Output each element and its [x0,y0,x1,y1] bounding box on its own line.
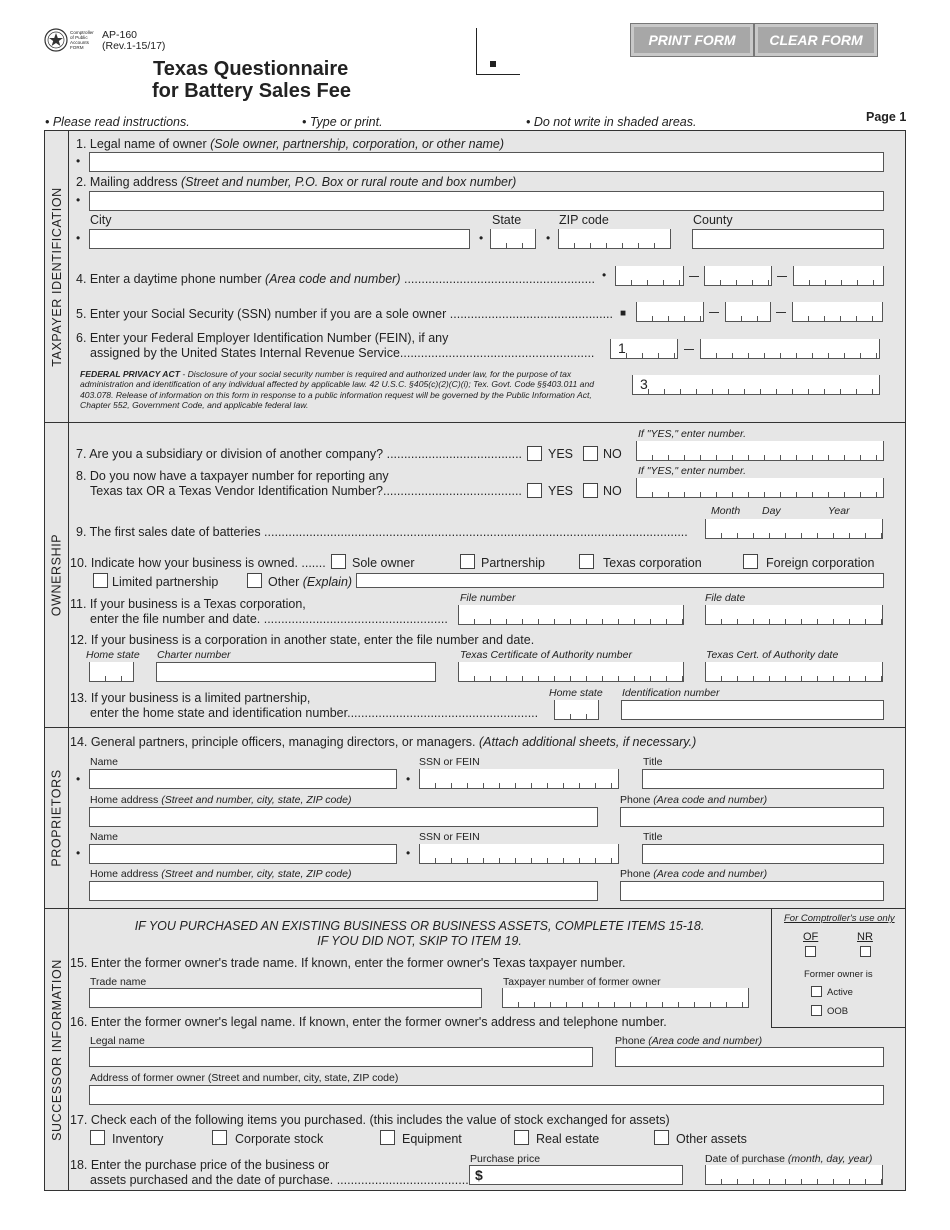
ssn-part2-input[interactable] [725,302,771,322]
proprietor2-name-label: Name [90,831,119,843]
ownership-section-label: OWNERSHIP [49,533,64,617]
q9-label: 9. The first sales date of batteries .......................................................................................................................... [76,525,688,539]
proprietor1-ssn-input[interactable] [419,769,619,789]
lp-id-label: Identification number [622,687,720,699]
privacy-id-input[interactable] [632,375,880,395]
ssn-dash-2 [776,312,786,313]
other-assets-label: Other assets [676,1132,747,1146]
texas-file-date-input[interactable] [705,605,883,625]
charter-number-input[interactable] [156,662,436,682]
former-phone-input[interactable] [615,1047,884,1067]
proprietor2-name-bullet: • [76,846,81,860]
q11-line2: enter the file number and date. ..................................................... [90,612,448,626]
q8-yes-checkbox[interactable] [527,483,542,498]
proprietor1-phone-input[interactable] [620,807,884,827]
lp-id-input[interactable] [621,700,884,720]
home-state-label: Home state [86,649,140,661]
file-number-label: File number [460,592,516,604]
phone-dash-2 [777,276,787,277]
q16-label: 16. Enter the former owner's legal name. If known, enter the former owner's address and telephone number. [70,1015,667,1029]
date-month-label: Month [711,505,741,517]
header-bracket-vertical [476,28,477,75]
sole-owner-checkbox[interactable] [331,554,346,569]
cert-authority-label: Texas Certificate of Authority number [460,649,632,661]
instruction-shaded: • Do not write in shaded areas. [526,115,697,129]
q17-label: 17. Check each of the following items you purchased. (this includes the value of stock exchanged for assets) [70,1113,670,1127]
partnership-checkbox[interactable] [460,554,475,569]
first-sales-date-input[interactable] [705,519,883,539]
q8-line2: Texas tax OR a Texas Vendor Identification Number?........................................ [90,484,522,498]
limited-partnership-checkbox[interactable] [93,573,108,588]
privacy-notice: FEDERAL PRIVACY ACT - Disclosure of your social security number is required and authorized under law, for the purpose of tax administration and identification of any individual affected by applicable law. 42 U.S.C. §405(c)(2)(C)(i); Tex. Govt. Code §§403.011 and 403.078. Release of information on this form in response to a public information request will be governed by the Public Information Act, Chapter 552, Government Code, and applicable federal law. [80,369,594,410]
lp-home-state-input[interactable] [554,700,599,720]
form-revision: (Rev.1-15/17) [102,40,166,52]
q8-number-input[interactable] [636,478,884,498]
form-title-line1: Texas Questionnaire [153,58,349,80]
q14-label: 14. General partners, principle officers, managing directors, or managers. (Attach additional sheets, if necessary.) [70,735,697,749]
instruction-read: • Please read instructions. [45,115,190,129]
q4-label: 4. Enter a daytime phone number (Area code and number) ....................................................... [76,272,595,286]
proprietor1-name-input[interactable] [89,769,397,789]
equipment-label: Equipment [402,1132,462,1146]
proprietor1-phone-label: Phone (Area code and number) [620,794,768,806]
proprietor2-title-input[interactable] [642,844,884,864]
zip-input[interactable] [558,229,671,249]
q7-label: 7. Are you a subsidiary or division of another company? ....................................... [76,447,523,461]
partnership-label: Partnership [481,556,545,570]
phone-bullet: • [602,268,607,282]
comptroller-use-label: For Comptroller's use only [784,913,895,924]
former-phone-label: Phone (Area code and number) [615,1035,763,1047]
proprietor2-address-input[interactable] [89,881,598,901]
cert-date-input[interactable] [705,662,883,682]
state-bullet: • [479,231,484,245]
ssn-dash-1 [709,312,719,313]
former-oob-checkbox[interactable] [811,1005,822,1016]
county-label: County [693,213,733,227]
proprietor1-name-label: Name [90,756,119,768]
q8-yes-label: YES [548,484,574,498]
q7-number-input[interactable] [636,441,884,461]
fein-prefix: 1 [618,340,626,356]
of-checkbox[interactable] [805,946,816,957]
former-owner-label: Former owner is [804,969,873,980]
q2-label: 2. Mailing address (Street and number, P.O. Box or rural route and box number) [76,175,517,189]
proprietor2-ssn-bullet: • [406,846,411,860]
former-taxpayer-label: Taxpayer number of former owner [503,976,661,988]
texas-corporation-checkbox[interactable] [579,554,594,569]
real-estate-label: Real estate [536,1132,600,1146]
foreign-corporation-checkbox[interactable] [743,554,758,569]
fein-part2-input[interactable] [700,339,880,359]
nr-checkbox[interactable] [860,946,871,957]
sole-owner-label: Sole owner [352,556,415,570]
nr-label: NR [857,931,873,943]
proprietor2-phone-label: Phone (Area code and number) [620,868,768,880]
taxpayer-section-label: TAXPAYER IDENTIFICATION [49,186,64,367]
city-bullet: • [76,231,81,245]
former-address-input[interactable] [89,1085,884,1105]
trade-name-label: Trade name [90,976,147,988]
proprietor1-ssn-bullet: • [406,772,411,786]
zip-bullet: • [546,231,551,245]
inventory-label: Inventory [112,1132,164,1146]
proprietor2-title-label: Title [643,831,663,843]
other-ownership-label: Other (Explain) [268,575,353,589]
q6-line2: assigned by the United States Internal Revenue Service........................................................ [90,346,595,360]
limited-partnership-label: Limited partnership [112,575,219,589]
section-label-divider [68,130,69,1191]
city-label: City [90,213,112,227]
ssn-part3-input[interactable] [792,302,883,322]
page-number: Page 1 [866,110,907,124]
texas-file-number-input[interactable] [458,605,684,625]
q12-label: 12. If your business is a corporation in another state, enter the file number and date. [70,633,535,647]
q8-line1: 8. Do you now have a taxpayer number for reporting any [76,469,389,483]
ssn-part1-input[interactable] [636,302,704,322]
zip-label: ZIP code [559,213,609,227]
form-title-line2: for Battery Sales Fee [152,80,351,102]
q8-note: If "YES," enter number. [638,465,747,477]
q18-line2: assets purchased and the date of purchase. ...................................... [90,1173,469,1187]
state-input[interactable] [490,229,536,249]
former-active-checkbox[interactable] [811,986,822,997]
city-input[interactable] [89,229,470,249]
state-label: State [492,213,522,227]
former-oob-label: OOB [827,1006,849,1017]
purchase-date-input[interactable] [705,1165,883,1185]
q1-bullet: • [76,154,81,168]
corp-home-state-input[interactable] [89,662,134,682]
q1-label: 1. Legal name of owner (Sole owner, partnership, corporation, or other name) [76,137,505,151]
mailing-address-input[interactable] [89,191,884,211]
former-taxpayer-input[interactable] [502,988,749,1008]
ssn-marker: ■ [620,308,627,319]
proprietor2-ssn-label: SSN or FEIN [419,831,480,843]
q7-note: If "YES," enter number. [638,428,747,440]
proprietor1-address-input[interactable] [89,807,598,827]
legal-name-input[interactable] [89,152,884,172]
proprietor2-ssn-input[interactable] [419,844,619,864]
foreign-corporation-label: Foreign corporation [766,556,875,570]
trade-name-input[interactable] [89,988,482,1008]
proprietor2-phone-input[interactable] [620,881,884,901]
former-active-label: Active [827,987,853,998]
other-assets-checkbox[interactable] [654,1130,669,1145]
q6-line1: 6. Enter your Federal Employer Identification Number (FEIN), if any [76,331,449,345]
former-legal-name-label: Legal name [90,1035,145,1047]
cert-date-label: Texas Cert. of Authority date [706,649,839,661]
proprietor1-address-label: Home address (Street and number, city, state, ZIP code) [90,794,352,806]
lp-home-state-label: Home state [549,687,603,699]
date-year-label: Year [828,505,850,517]
header-bracket-horizontal [476,74,520,75]
other-ownership-checkbox[interactable] [247,573,262,588]
purchase-price-input[interactable] [469,1165,683,1185]
seal-caption: Comptroller of Public Accounts FORM [70,30,94,50]
q8-no-label: NO [603,484,622,498]
q7-no-checkbox[interactable] [583,446,598,461]
fein-part1-input[interactable] [610,339,678,359]
q7-yes-checkbox[interactable] [527,446,542,461]
phone-area-code-input[interactable] [615,266,684,286]
proprietor1-title-label: Title [643,756,663,768]
q15-label: 15. Enter the former owner's trade name. If known, enter the former owner's Texas taxpayer number. [70,956,626,970]
instruction-type: • Type or print. [302,115,383,129]
q13-line2: enter the home state and identification number....................................................... [90,706,539,720]
form-number: AP-160 [102,29,138,41]
file-date-label: File date [705,592,746,604]
clear-form-button[interactable]: CLEAR FORM [755,24,877,56]
fein-dash [684,349,694,350]
header-marker [490,61,496,67]
print-form-button[interactable]: PRINT FORM [631,24,753,56]
successor-banner: IF YOU PURCHASED AN EXISTING BUSINESS OR BUSINESS ASSETS, COMPLETE ITEMS 15-18. IF YOU DID NOT, SKIP TO ITEM 19. [134,919,705,948]
date-day-label: Day [762,505,781,517]
q2-bullet: • [76,193,81,207]
corporate-stock-checkbox[interactable] [212,1130,227,1145]
corporate-stock-label: Corporate stock [235,1132,324,1146]
equipment-checkbox[interactable] [380,1130,395,1145]
proprietor2-name-input[interactable] [89,844,397,864]
phone-prefix-input[interactable] [704,266,772,286]
of-label: OF [803,931,819,943]
q13-line1: 13. If your business is a limited partnership, [70,691,311,705]
proprietor1-name-bullet: • [76,772,81,786]
proprietor1-ssn-label: SSN or FEIN [419,756,480,768]
q11-line1: 11. If your business is a Texas corporation, [70,597,306,611]
charter-number-label: Charter number [157,649,231,661]
texas-corporation-label: Texas corporation [603,556,702,570]
q5-label: 5. Enter your Social Security (SSN) number if you are a sole owner ............................................... [76,307,613,321]
other-explain-input[interactable] [356,573,884,588]
former-legal-name-input[interactable] [89,1047,593,1067]
q18-line1: 18. Enter the purchase price of the business or [70,1158,330,1172]
comptroller-seal-icon [44,28,68,52]
purchase-date-label: Date of purchase (month, day, year) [705,1153,873,1165]
inventory-checkbox[interactable] [90,1130,105,1145]
phone-line-input[interactable] [793,266,884,286]
q8-no-checkbox[interactable] [583,483,598,498]
q10-label: 10. Indicate how your business is owned. ....... [70,556,326,570]
real-estate-checkbox[interactable] [514,1130,529,1145]
proprietors-section-label: PROPRIETORS [49,769,64,867]
purchase-price-label: Purchase price [470,1153,541,1165]
proprietor2-address-label: Home address (Street and number, city, state, ZIP code) [90,868,352,880]
county-input[interactable] [692,229,884,249]
phone-dash-1 [689,276,699,277]
successor-section-label: SUCCESSOR INFORMATION [49,958,64,1141]
privacy-id-prefix: 3 [640,376,648,392]
q7-no-label: NO [603,447,622,461]
cert-authority-input[interactable] [458,662,684,682]
dollar-sign: $ [475,1167,483,1183]
proprietor1-title-input[interactable] [642,769,884,789]
q7-yes-label: YES [548,447,574,461]
former-address-label: Address of former owner (Street and number, city, state, ZIP code) [90,1072,399,1084]
